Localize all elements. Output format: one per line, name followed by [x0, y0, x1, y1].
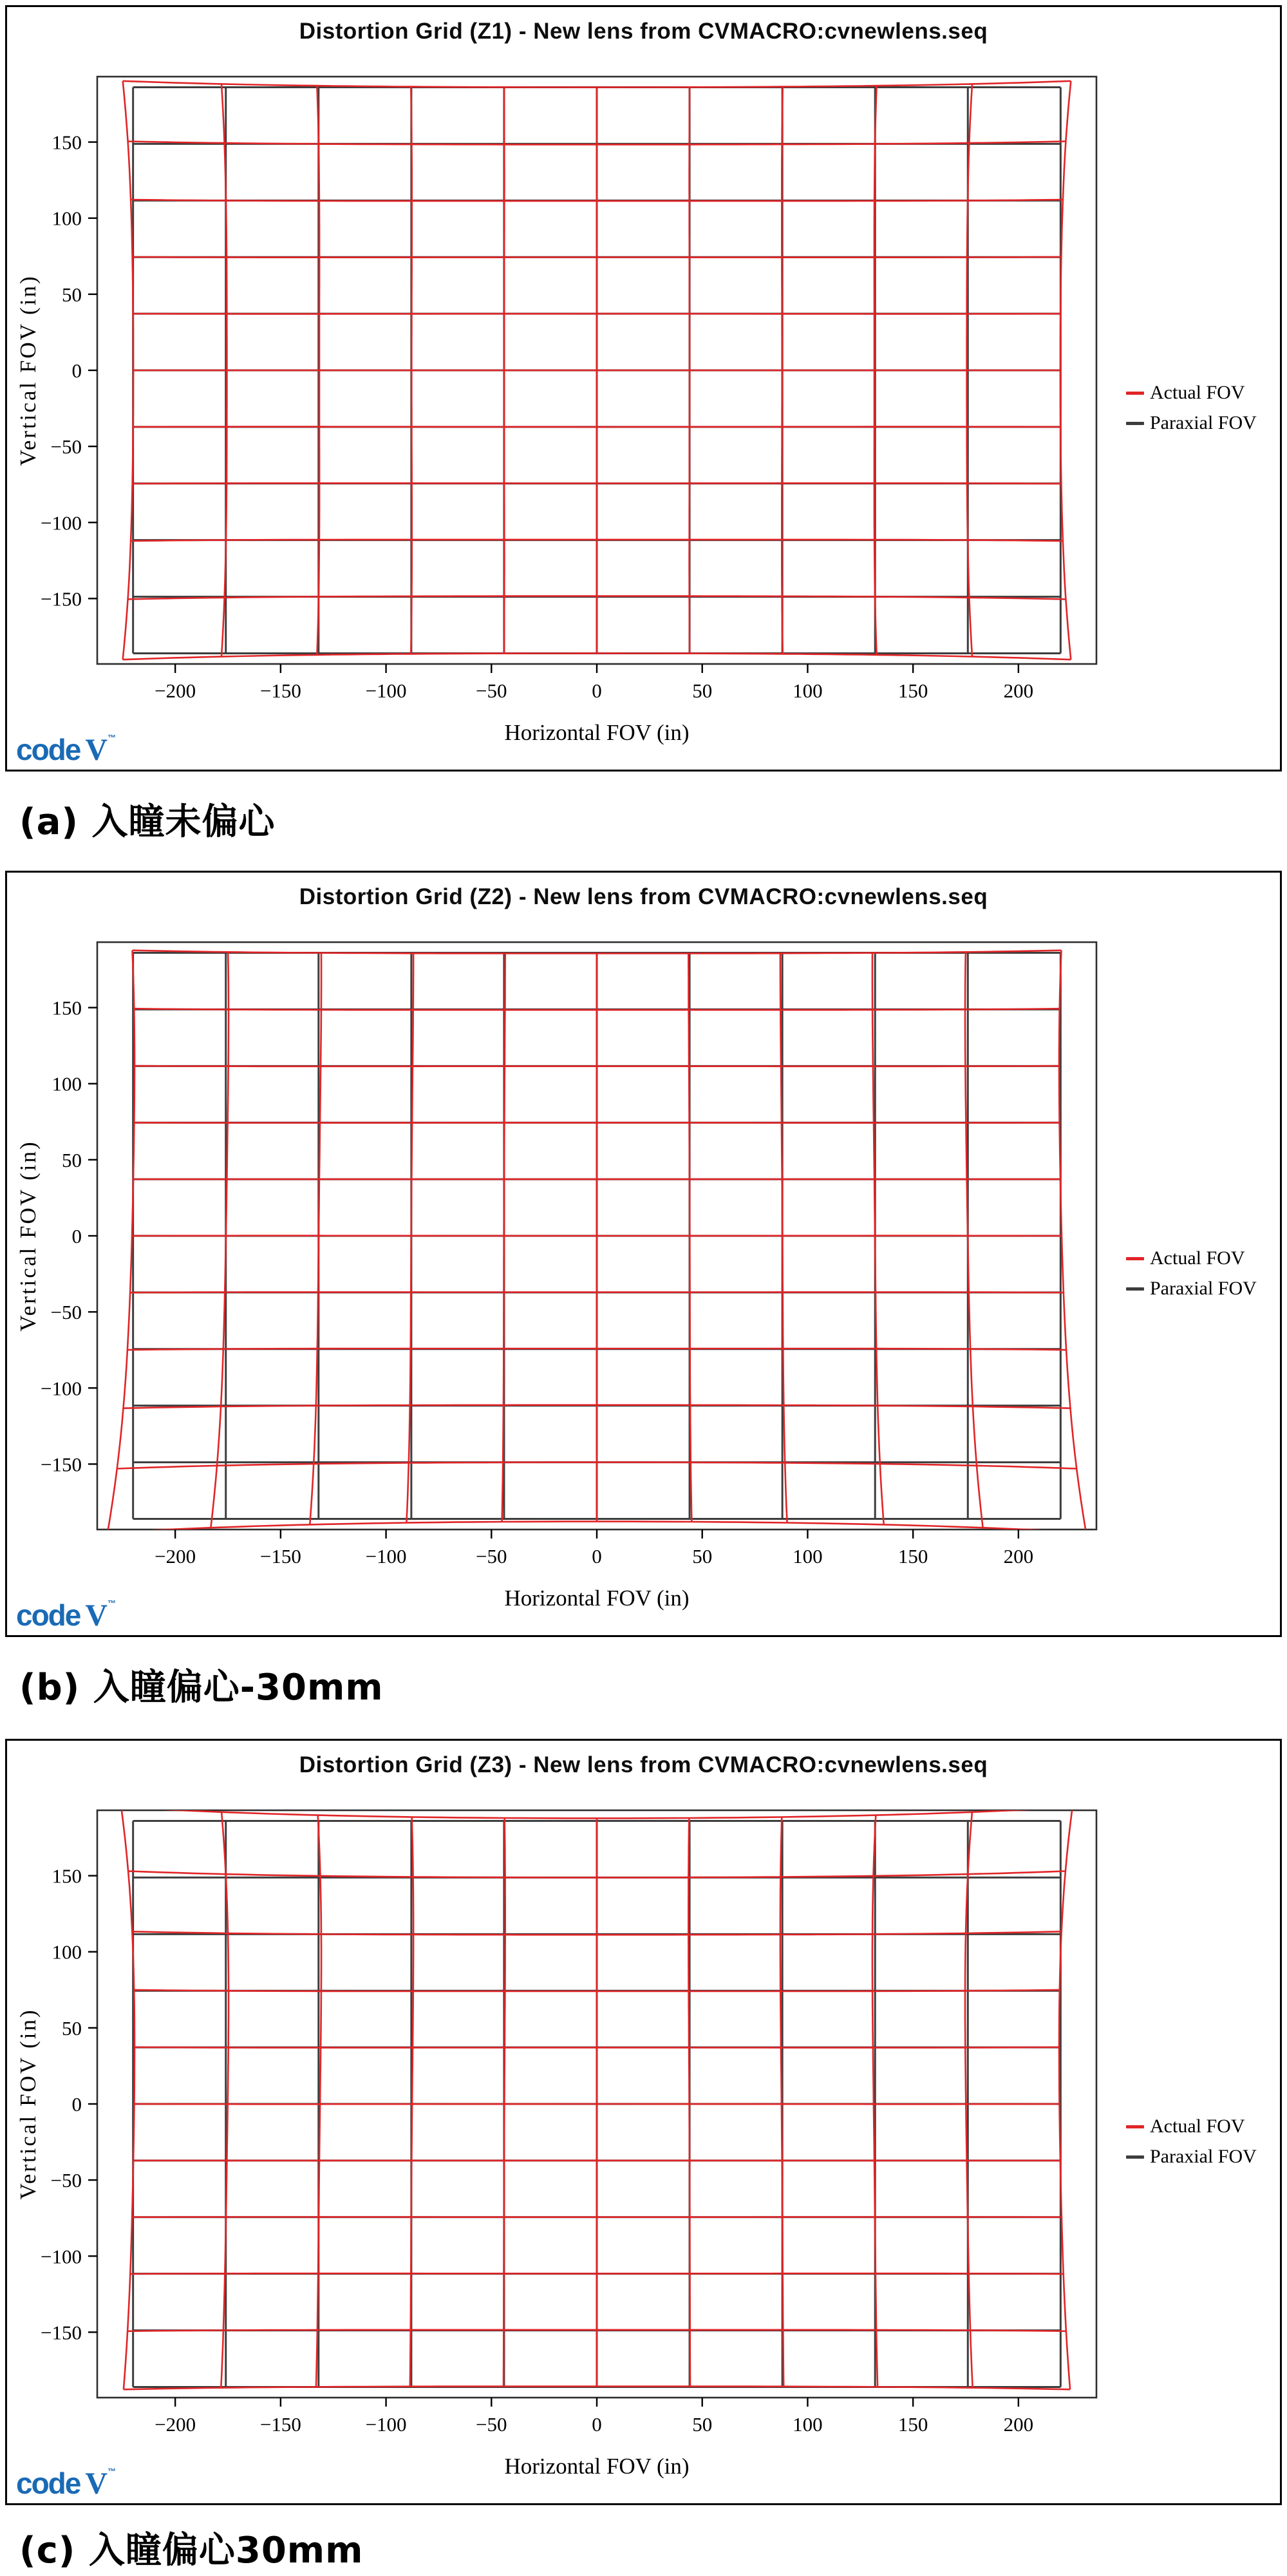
legend-dash-paraxial-icon [1126, 2155, 1144, 2159]
x-tick-label: 0 [592, 1545, 602, 1567]
chart-title-z2: Distortion Grid (Z2) - New lens from CVMACRO:cvnewlens.seq [299, 884, 988, 909]
distortion-grid-plot-z3 [7, 1741, 1280, 2503]
y-tick-label: −100 [41, 511, 82, 535]
y-tick-label: 100 [52, 1072, 82, 1095]
x-tick-label: −100 [365, 2413, 407, 2436]
x-tick-label: 200 [1003, 2413, 1034, 2436]
x-tick-label: −50 [476, 679, 507, 702]
codev-logo-word: code [16, 2467, 80, 2500]
legend-row-actual [1126, 382, 1257, 404]
actual-grid [108, 951, 1086, 1533]
y-tick-label: 150 [52, 131, 82, 154]
legend-label-paraxial: Paraxial FOV [1150, 1278, 1257, 1299]
legend-dash-actual-icon [1126, 392, 1144, 395]
x-tick-label: 150 [897, 2413, 928, 2436]
chart-title-z3: Distortion Grid (Z3) - New lens from CVMACRO:cvnewlens.seq [299, 1752, 988, 1777]
x-tick-label: 50 [692, 2413, 713, 2436]
codev-logo [16, 1599, 116, 1631]
y-tick-label: 0 [71, 2093, 82, 2116]
y-tick-label: 100 [52, 207, 82, 230]
y-axis-label: Vertical FOV (in) [15, 274, 41, 466]
legend-label-actual: Actual FOV [1150, 1247, 1245, 1269]
legend-row-actual [1126, 2116, 1257, 2137]
codev-logo-word: code [16, 733, 80, 766]
trademark-mark: ™ [108, 2467, 117, 2476]
distortion-grid-plot-z1 [7, 7, 1280, 770]
y-tick-label: −50 [50, 1301, 82, 1324]
caption-c: (c) 入瞳偏心30mm [19, 2530, 364, 2571]
x-tick-label: −150 [259, 2413, 301, 2436]
y-tick-label: 100 [52, 1940, 82, 1964]
legend-z2 [1126, 1247, 1257, 1300]
caption-a: (a) 入瞳未偏心 [19, 801, 276, 843]
y-tick-label: −150 [41, 587, 82, 611]
distortion-panel-z2 [5, 871, 1282, 1637]
x-tick-label: 100 [793, 679, 823, 702]
x-tick-label: 150 [897, 679, 928, 702]
legend-label-actual: Actual FOV [1150, 382, 1245, 403]
actual-grid [123, 81, 1071, 659]
legend-dash-actual-icon [1126, 2125, 1144, 2128]
chart-title-z1: Distortion Grid (Z1) - New lens from CVMACRO:cvnewlens.seq [299, 19, 988, 44]
legend-row-actual [1126, 1247, 1257, 1269]
y-tick-label: 150 [52, 996, 82, 1019]
y-tick-label: −50 [50, 2169, 82, 2192]
caption-b: (b) 入瞳偏心-30mm [19, 1667, 384, 1709]
legend-z3 [1126, 2116, 1257, 2168]
codev-logo-v-icon: V [85, 733, 108, 767]
y-axis-label: Vertical FOV (in) [15, 2008, 41, 2200]
x-axis-label: Horizontal FOV (in) [504, 2454, 690, 2479]
x-tick-label: 0 [592, 679, 602, 702]
distortion-grid-plot-z2 [7, 873, 1280, 1635]
x-tick-label: −50 [476, 1545, 507, 1567]
y-tick-label: 0 [71, 1225, 82, 1247]
x-tick-label: 0 [592, 2413, 602, 2436]
y-tick-label: 50 [62, 1148, 82, 1171]
y-axis-label: Vertical FOV (in) [15, 1140, 41, 1332]
codev-logo-v-icon: V [85, 2467, 108, 2501]
codev-logo [16, 734, 116, 766]
y-tick-label: −150 [41, 2321, 82, 2344]
legend-dash-actual-icon [1126, 1257, 1144, 1260]
y-tick-label: −50 [50, 435, 82, 459]
x-tick-label: 50 [692, 1545, 713, 1567]
x-tick-label: −200 [155, 2413, 196, 2436]
trademark-mark: ™ [108, 1598, 117, 1608]
y-tick-label: 0 [71, 359, 82, 382]
x-tick-label: 200 [1003, 1545, 1034, 1567]
y-tick-label: −150 [41, 1453, 82, 1476]
legend-label-paraxial: Paraxial FOV [1150, 2146, 1257, 2167]
legend-z1 [1126, 382, 1257, 434]
distortion-panel-z3 [5, 1739, 1282, 2505]
legend-row-paraxial [1126, 1278, 1257, 1300]
y-tick-label: −100 [41, 2245, 82, 2268]
x-tick-label: −150 [259, 1545, 301, 1567]
x-tick-label: −50 [476, 2413, 507, 2436]
y-tick-label: 150 [52, 1864, 82, 1888]
x-tick-label: −150 [259, 679, 301, 702]
x-tick-label: −200 [155, 1545, 196, 1567]
legend-row-paraxial [1126, 2146, 1257, 2168]
legend-label-actual: Actual FOV [1150, 2116, 1245, 2137]
y-tick-label: 50 [62, 2016, 82, 2040]
x-axis-label: Horizontal FOV (in) [504, 1586, 690, 1611]
x-tick-label: −100 [365, 1545, 407, 1567]
distortion-panel-z1 [5, 5, 1282, 772]
codev-logo-word: code [16, 1598, 80, 1632]
legend-row-paraxial [1126, 412, 1257, 434]
trademark-mark: ™ [108, 733, 117, 743]
legend-dash-paraxial-icon [1126, 422, 1144, 425]
codev-logo-v-icon: V [85, 1598, 108, 1633]
x-tick-label: 50 [692, 679, 713, 702]
x-tick-label: 100 [793, 2413, 823, 2436]
actual-grid [121, 1807, 1072, 2389]
x-tick-label: −200 [155, 679, 196, 702]
y-tick-label: −100 [41, 1377, 82, 1400]
legend-dash-paraxial-icon [1126, 1287, 1144, 1291]
x-tick-label: −100 [365, 679, 407, 702]
x-tick-label: 150 [897, 1545, 928, 1567]
x-axis-label: Horizontal FOV (in) [504, 720, 690, 745]
x-tick-label: 200 [1003, 679, 1034, 702]
x-tick-label: 100 [793, 1545, 823, 1567]
y-tick-label: 50 [62, 283, 82, 306]
codev-logo [16, 2467, 116, 2499]
legend-label-paraxial: Paraxial FOV [1150, 412, 1257, 433]
